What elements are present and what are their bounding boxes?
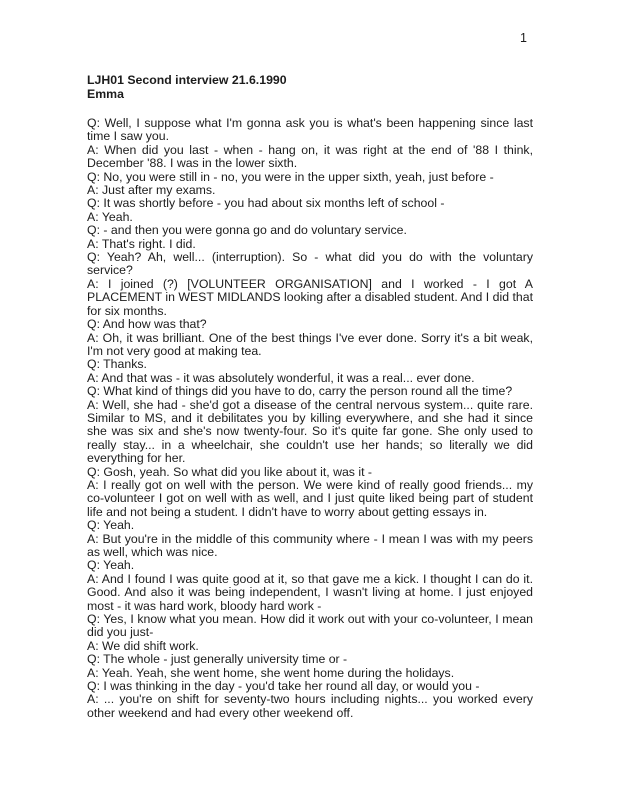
- transcript-line: A: Well, she had - she'd got a disease of the central nervous system... quite rare. Similar to MS, and it debilitates you by killing everywhere, and she had it since she was six and she's now twenty-four. So it's quite far gone. She only used to really stay... in a wheelchair, she couldn't use her hands; so literally we did everything for her.: [87, 397, 533, 466]
- transcript-line: Q: It was shortly before - you had about six months left of school -: [87, 196, 445, 211]
- document-content: [87, 73, 533, 720]
- transcript-line: A: And I found I was quite good at it, so that gave me a kick. I thought I can do it. Good. And also it was being independent, I wasn't living at home. I just enjoyed most - it was hard work, bloody hard work -: [87, 571, 533, 613]
- transcript-line: Q: No, you were still in - no, you were in the upper sixth, yeah, just before -: [87, 169, 494, 184]
- transcript-line: Q: - and then you were gonna go and do voluntary service.: [87, 223, 407, 238]
- transcript-line: A: Just after my exams.: [87, 183, 216, 198]
- transcript-line: A: I joined (?) [VOLUNTEER ORGANISATION] and I worked - I got A PLACEMENT in WEST MIDLANDS looking after a disabled student. And I did that for six months.: [87, 276, 533, 318]
- transcript-line: Q: Well, I suppose what I'm gonna ask you is what's been happening since last time I saw you.: [87, 116, 533, 144]
- transcript-line: Q: Thanks.: [87, 357, 147, 372]
- transcript-line: A: Oh, it was brilliant. One of the best things I've ever done. Sorry it's a bit weak, I'm not very good at making tea.: [87, 330, 533, 358]
- transcript-line: A: We did shift work.: [87, 638, 199, 653]
- transcript-line: A: And that was - it was absolutely wonderful, it was a real... ever done.: [87, 370, 475, 385]
- transcript-line: Q: Yes, I know what you mean. How did it work out with your co-volunteer, I mean did you just-: [87, 612, 533, 640]
- transcript-line: Q: What kind of things did you have to do, carry the person round all the time?: [87, 384, 513, 399]
- transcript-line: A: I really got on well with the person. We were kind of really good friends... my co-volunteer I got on well with as well, and I just quite liked being part of student life and not being a student. I didn't have to worry about getting essays in.: [87, 477, 533, 519]
- transcript-line: A: That's right. I did.: [87, 236, 196, 251]
- transcript-line: Q: Yeah? Ah, well... (interruption). So - what did you do with the voluntary service?: [87, 250, 533, 278]
- transcript-line: A: Yeah. Yeah, she went home, she went home during the holidays.: [87, 665, 455, 680]
- transcript-line: A: ... you're on shift for seventy-two hours including nights... you worked every other weekend and had every other weekend off.: [87, 692, 533, 720]
- doc-header: [87, 73, 533, 101]
- page-number: 1: [520, 31, 527, 45]
- transcript-line: Q: The whole - just generally university time or -: [87, 652, 348, 667]
- doc-subtitle: Emma: [87, 87, 124, 101]
- transcript-line: Q: I was thinking in the day - you'd take her round all day, or would you -: [87, 679, 480, 694]
- transcript-line: Q: And how was that?: [87, 317, 207, 332]
- transcript-line: Q: Yeah.: [87, 518, 135, 533]
- doc-title: LJH01 Second interview 21.6.1990: [87, 73, 287, 87]
- transcript-line: A: Yeah.: [87, 209, 133, 224]
- transcript-line: Q: Gosh, yeah. So what did you like about it, was it -: [87, 464, 373, 479]
- transcript-line: A: When did you last - when - hang on, it was right at the end of '88 I think, December '88. I was in the lower sixth.: [87, 142, 533, 171]
- transcript-line: Q: Yeah.: [87, 558, 135, 573]
- transcript: [87, 117, 533, 720]
- transcript-line: A: But you're in the middle of this community where - I mean I was with my peers as well, which was nice.: [87, 531, 533, 559]
